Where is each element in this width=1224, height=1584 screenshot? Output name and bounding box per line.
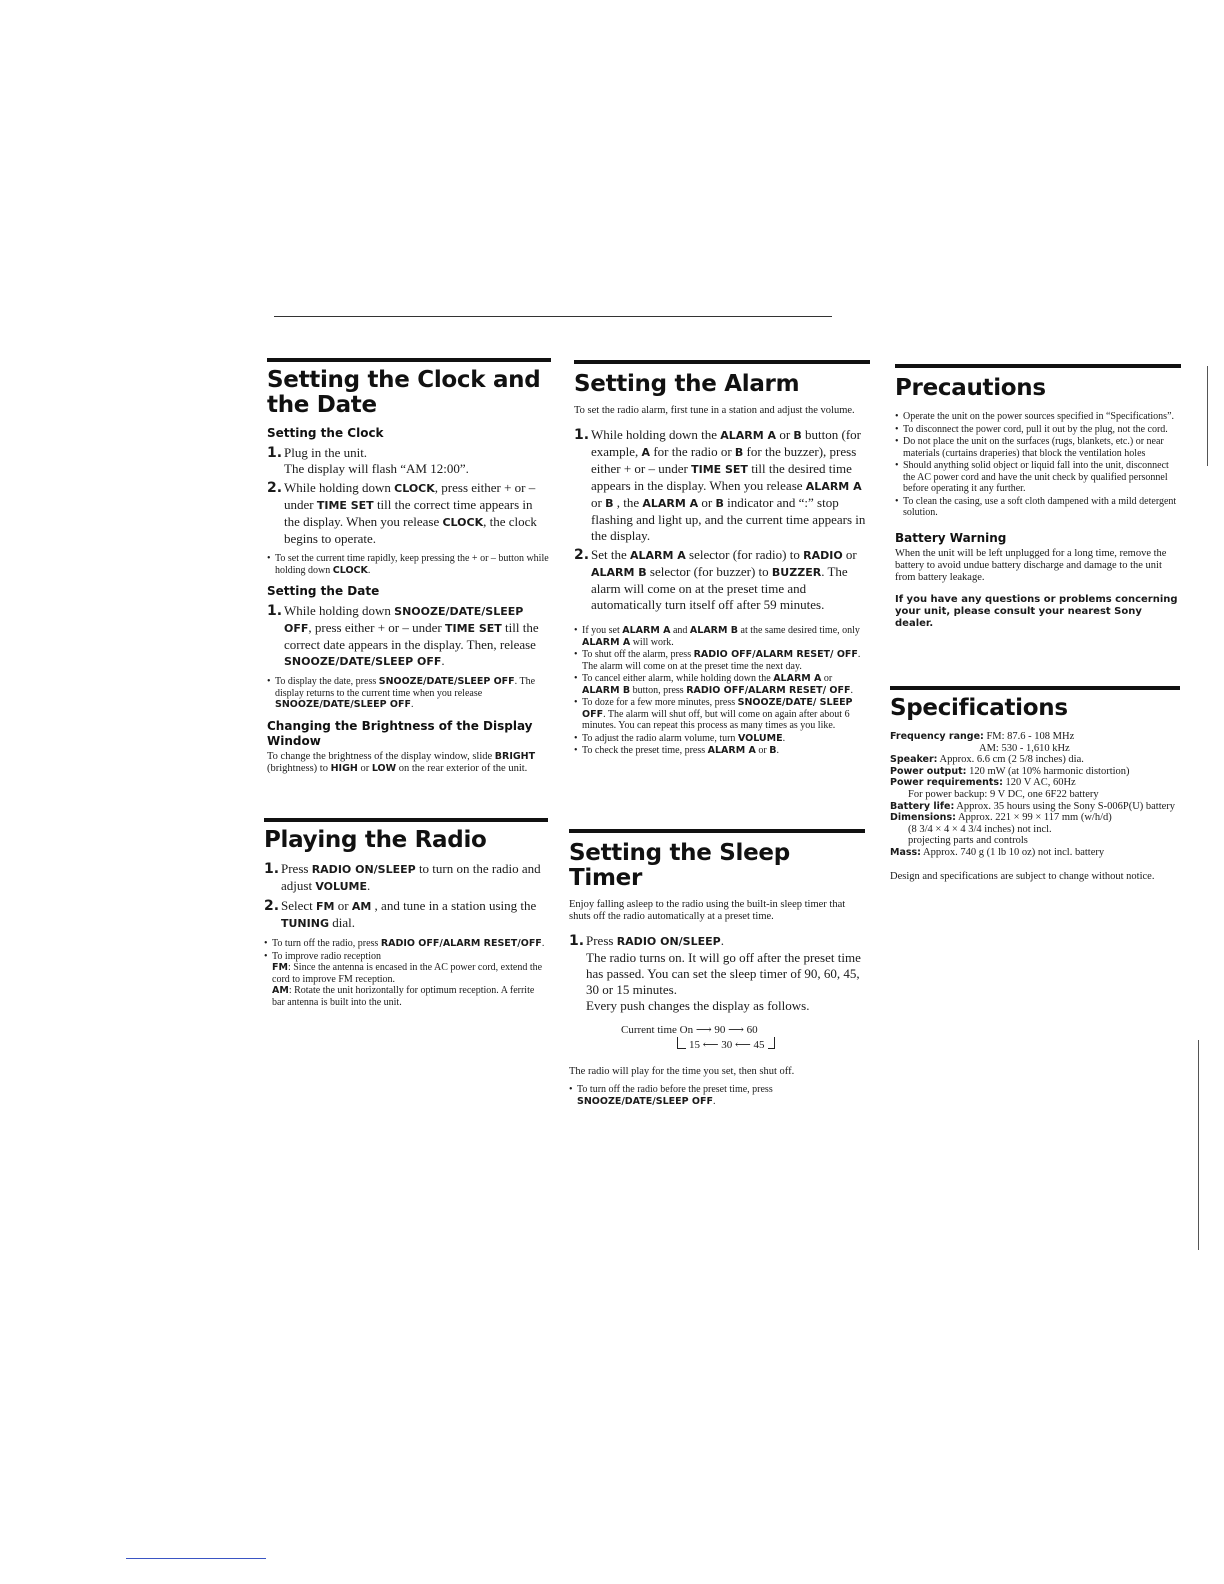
note: • To check the preset time, press ALARM A or B. xyxy=(574,745,870,757)
spec-mass: Mass: Approx. 740 g (1 lb 10 oz) not incl. battery xyxy=(890,846,1105,858)
list-item: • To clean the casing, use a soft cloth dampened with a mild detergent solution. xyxy=(895,496,1181,519)
step: 1. Press RADIO ON/SLEEP to turn on the radio and adjust VOLUME. xyxy=(264,861,541,893)
after-text: The radio will play for the time you set, then shut off. xyxy=(569,1066,795,1077)
section-radio xyxy=(264,818,548,1016)
list-item: • To disconnect the power cord, pull it out by the plug, not the cord. xyxy=(895,424,1181,436)
bottom-link-line xyxy=(126,1558,266,1559)
section-rule xyxy=(574,360,870,364)
steps-list xyxy=(267,445,551,547)
list-item: • Do not place the unit on the surfaces (rugs, blankets, etc.) or near materials (curtains draperies) that block the ventilation holes xyxy=(895,436,1181,459)
note: • To display the date, press SNOOZE/DATE/SLEEP OFF. The display returns to the current time when you release SNOOZE/DATE/SLEEP OFF. xyxy=(267,676,551,711)
section-title: Setting the Clock and the Date xyxy=(267,367,541,418)
intro-text: To set the radio alarm, first tune in a station and adjust the volume. xyxy=(574,405,855,416)
step: 2. Select FM or AM , and tune in a station using the TUNING dial. xyxy=(264,898,537,930)
note: • To adjust the radio alarm volume, turn VOLUME. xyxy=(574,733,870,745)
spec-dimensions-note: projecting parts and controls xyxy=(908,835,1028,847)
spec-dimensions: Dimensions: Approx. 221 × 99 × 117 mm (w/h/d) xyxy=(890,812,1112,824)
subheading: Changing the Brightness of the Display Window xyxy=(267,718,533,748)
subheading: Battery Warning xyxy=(895,530,1007,545)
notes-list xyxy=(574,625,870,757)
section-clock xyxy=(267,358,551,775)
steps-list xyxy=(569,933,865,1014)
section-alarm xyxy=(574,360,870,765)
spec-speaker: Speaker: Approx. 6.6 cm (2 5/8 inches) dia. xyxy=(890,754,1084,766)
spec-footer: Design and specifications are subject to change without notice. xyxy=(890,870,1155,882)
section-sleep-timer xyxy=(569,829,865,1115)
battery-warning-text: When the unit will be left unplugged for a long time, remove the battery to avoid undue battery discharge and damage to the unit from battery leakage. xyxy=(895,547,1167,583)
steps-list xyxy=(574,427,870,613)
section-rule xyxy=(267,358,551,362)
sequence-row: Current time On ⟶ 90 ⟶ 60 xyxy=(621,1024,758,1036)
top-divider xyxy=(274,316,832,317)
note: • To turn off the radio, press RADIO OFF/ALARM RESET/OFF. xyxy=(264,938,548,950)
sleep-sequence-diagram xyxy=(621,1024,865,1052)
spec-battery-life: Battery life: Approx. 35 hours using the Sony S-006P(U) battery xyxy=(890,800,1176,812)
note: • If you set ALARM A and ALARM B at the same desired time, only ALARM A will work. xyxy=(574,625,870,648)
spec-dimensions-inches: (8 3/4 × 4 × 4 3/4 inches) not incl. xyxy=(908,823,1052,835)
list-item: • Should anything solid object or liquid fall into the unit, disconnect the AC power cord and have the unit check by qualified personnel before operating it any further. xyxy=(895,460,1181,495)
list-item: • Operate the unit on the power sources specified in “Specifications”. xyxy=(895,411,1181,423)
section-rule xyxy=(569,829,865,833)
edge-line xyxy=(1198,1040,1199,1250)
steps-list xyxy=(267,603,551,670)
notes-list xyxy=(264,938,548,1008)
brightness-text: To change the brightness of the display window, slide BRIGHT (brightness) to HIGH or LOW on the rear exterior of the unit. xyxy=(267,750,536,774)
section-title: Playing the Radio xyxy=(264,827,487,853)
spec-power-output: Power output: 120 mW (at 10% harmonic distortion) xyxy=(890,765,1130,777)
step: 1. While holding down the ALARM A or B button (for example, A for the radio or B for the buzzer), press either + or – under TIME SET till the desired time appears in the display. When you release ALARM A or B , the ALARM A or B indicator and “:” stop flashing and light up, and the current time appears in the display. xyxy=(574,427,866,543)
note: • To set the current time rapidly, keep pressing the + or – button while holding down CLOCK. xyxy=(267,553,551,576)
spec-power-requirements: Power requirements: 120 V AC, 60Hz xyxy=(890,777,1076,789)
section-rule xyxy=(890,686,1180,690)
note: • To turn off the radio before the preset time, press SNOOZE/DATE/SLEEP OFF. xyxy=(569,1084,865,1107)
step: 1. Plug in the unit. The display will flash “AM 12:00”. xyxy=(267,445,469,476)
subheading: Setting the Clock xyxy=(267,426,384,440)
dealer-note: If you have any questions or problems concerning your unit, please consult your nearest Sony dealer. xyxy=(895,593,1178,629)
edge-line xyxy=(1207,366,1208,466)
section-title: Precautions xyxy=(895,375,1046,401)
step: 2. Set the ALARM A selector (for radio) to RADIO or ALARM B selector (for buzzer) to BUZZER. The alarm will come on at the preset time and automatically turn itself off after 59 minutes. xyxy=(574,547,857,612)
steps-list xyxy=(264,861,548,932)
note: • To shut off the alarm, press RADIO OFF/ALARM RESET/ OFF. The alarm will come on at the preset time the next day. xyxy=(574,649,870,672)
sequence-row: 15 ⟵ 30 ⟵ 45 xyxy=(677,1037,865,1052)
section-title: Specifications xyxy=(890,695,1068,721)
section-title: Setting the Sleep Timer xyxy=(569,840,790,891)
note: • To improve radio reception FM: Since the antenna is encased in the AC power cord, extend the cord to improve FM reception. AM: Rotate the unit horizontally for optimum reception. A ferrite bar antenna is built into the unit. xyxy=(264,951,548,1009)
step: 1. While holding down SNOOZE/DATE/SLEEP OFF, press either + or – under TIME SET till the correct date appears in the display. Then, release SNOOZE/DATE/SLEEP OFF. xyxy=(267,603,539,668)
precautions-list xyxy=(895,411,1181,519)
intro-text: Enjoy falling asleep to the radio using the built-in sleep timer that shuts off the radio automatically at a preset time. xyxy=(569,899,846,922)
note: • To doze for a few more minutes, press SNOOZE/DATE/ SLEEP OFF. The alarm will shut off, but will come on again after about 6 minutes. You can repeat this process as many times as you like. xyxy=(574,697,870,732)
spec-frequency: Frequency range: FM: 87.6 - 108 MHz xyxy=(890,731,1075,742)
section-rule xyxy=(895,364,1181,368)
notes-list xyxy=(569,1084,865,1107)
subheading: Setting the Date xyxy=(267,584,380,598)
section-title: Setting the Alarm xyxy=(574,371,800,397)
section-specifications xyxy=(890,686,1180,883)
spec-power-backup: For power backup: 9 V DC, one 6F22 battery xyxy=(908,788,1099,800)
step: 1. Press RADIO ON/SLEEP. The radio turns on. It will go off after the preset time has passed. You can set the sleep timer of 90, 60, 45, 30 or 15 minutes. Every push changes the display as follows. xyxy=(569,933,861,1013)
section-rule xyxy=(264,818,548,822)
section-precautions xyxy=(895,364,1181,630)
notes-list xyxy=(267,676,551,711)
note: • To cancel either alarm, while holding down the ALARM A or ALARM B button, press RADIO OFF/ALARM RESET/ OFF. xyxy=(574,673,870,696)
notes-list xyxy=(267,553,551,576)
spec-frequency-am: AM: 530 - 1,610 kHz xyxy=(979,742,1070,754)
step: 2. While holding down CLOCK, press either + or – under TIME SET till the correct time appears in the display. When you release CLOCK, the clock begins to operate. xyxy=(267,480,537,546)
